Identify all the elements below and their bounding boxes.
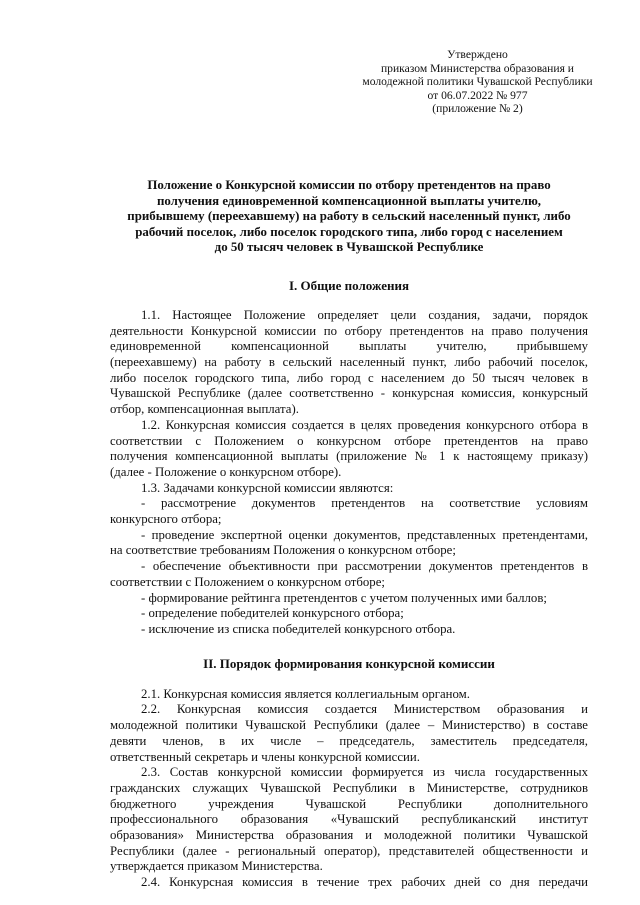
paragraph (110, 308, 588, 418)
paragraph (110, 591, 588, 607)
paragraph-line: 2.4. Конкурсная комиссия в течение трех рабочих дней со дня передачи (141, 875, 588, 890)
paragraph-line: - формирование рейтинга претендентов с учетом полученных ими баллов; (141, 590, 547, 605)
paragraph (110, 875, 588, 891)
approval-line: приказом Министерства образования и (380, 61, 575, 75)
paragraph (110, 528, 588, 559)
paragraph-line: единовременной компенсационной выплаты учителю, прибывшему (110, 339, 588, 354)
paragraph-line: - исключение из списка победителей конкурсного отбора. (141, 622, 456, 636)
approval-stamp (355, 48, 600, 116)
paragraph-line: деятельности Конкурсной комиссии по отбору претендентов на право получения (110, 323, 588, 338)
paragraph-line: профессионального образования «Чувашский республиканский институт (110, 812, 588, 827)
approval-line: Утверждено (447, 48, 508, 61)
paragraph-line: - рассмотрение документов претендентов на соответствие условиям (141, 496, 588, 511)
approval-line: (приложение № 2) (432, 102, 523, 116)
paragraph-line: конкурсного отбора; (110, 512, 222, 527)
paragraph-line: образования» Министерства образования и молодежной политики Чувашской (110, 828, 588, 843)
paragraph-line: 1.2. Конкурсная комиссия создается в целях проведения конкурсного отбора в (141, 417, 588, 432)
paragraph-line: соответствии с Положением о конкурсном отборе; (110, 574, 385, 589)
title-line: прибывшему (переехавшему) на работу в сельский населенный пункт, либо (127, 209, 571, 224)
paragraph (110, 702, 588, 765)
approval-line: от 06.07.2022 № 977 (427, 88, 528, 102)
document-title (110, 178, 588, 256)
paragraph (110, 559, 588, 590)
section-heading-commission-formation: II. Порядок формирования конкурсной комиссии (203, 655, 495, 671)
paragraph (110, 418, 588, 481)
section-body-commission-formation (110, 687, 588, 891)
title-line: рабочий поселок, либо поселок городского типа, либо город с населением (135, 224, 563, 239)
paragraph (110, 481, 588, 497)
paragraph-line: - проведение экспертной оценки документов, представленных претендентами, (141, 527, 588, 542)
paragraph-line: (переехавшему) на работу в сельский населенный пункт, либо рабочий поселок, (110, 355, 588, 370)
paragraph (110, 765, 588, 875)
approval-line: молодежной политики Чувашской Республики (362, 75, 593, 89)
paragraph-line: 1.3. Задачами конкурсной комиссии являются: (141, 480, 394, 495)
title-line: до 50 тысяч человек в Чувашской Республике (214, 240, 484, 255)
paragraph-line: гражданских служащих Чувашской Республики в Министерстве, сотрудников (110, 780, 588, 795)
paragraph-line: получения компенсационной выплаты (приложение № 1 к настоящему приказу) (110, 449, 588, 464)
paragraph-line: Республики (далее - региональный оператор), представителей общественности и (110, 843, 588, 858)
paragraph-line: ответственный секретарь и члены конкурсной комиссии. (110, 749, 420, 764)
paragraph-line: отбор, компенсационная выплата). (110, 402, 299, 417)
paragraph-line: (далее - Положение о конкурсном отборе). (110, 464, 342, 479)
paragraph-line: девяти членов, в их числе – председатель, заместитель председателя, (110, 733, 588, 748)
paragraph-line: либо поселок городского типа, либо город с населением до 50 тысяч человек в (110, 370, 588, 385)
paragraph-line: - определение победителей конкурсного отбора; (141, 606, 404, 621)
paragraph (110, 496, 588, 527)
paragraph-line: 2.1. Конкурсная комиссия является коллегиальным органом. (141, 686, 470, 701)
paragraph-line: бюджетного учреждения Чувашской Республики дополнительного (110, 796, 588, 811)
paragraph-line: на соответствие требованиям Положения о конкурсном отборе; (110, 543, 456, 558)
title-line: получения единовременной компенсационной выплаты учителю, (156, 193, 542, 208)
paragraph-line: молодежной политики Чувашской Республики (далее – Министерство) в составе (110, 718, 588, 733)
paragraph-line: 1.1. Настоящее Положение определяет цели создания, задачи, порядок (141, 307, 588, 322)
paragraph (110, 687, 588, 703)
paragraph-line: - обеспечение объективности при рассмотрении документов претендентов в (141, 559, 588, 574)
paragraph (110, 622, 588, 638)
paragraph-line: соответствии с Положением о конкурсном отборе претендентов на право (110, 433, 588, 448)
title-line: Положение о Конкурсной комиссии по отбору претендентов на право (147, 177, 551, 192)
paragraph (110, 606, 588, 622)
section-body-general (110, 308, 588, 638)
section-heading-general: I. Общие положения (289, 277, 409, 293)
paragraph-line: утверждается приказом Министерства. (110, 859, 323, 874)
paragraph-line: Чувашской Республике (далее соответственно - конкурсная комиссия, конкурсный (110, 386, 588, 401)
paragraph-line: 2.3. Состав конкурсной комиссии формируется из числа государственных (141, 765, 588, 780)
paragraph-line: 2.2. Конкурсная комиссия создается Министерством образования и (141, 702, 588, 717)
